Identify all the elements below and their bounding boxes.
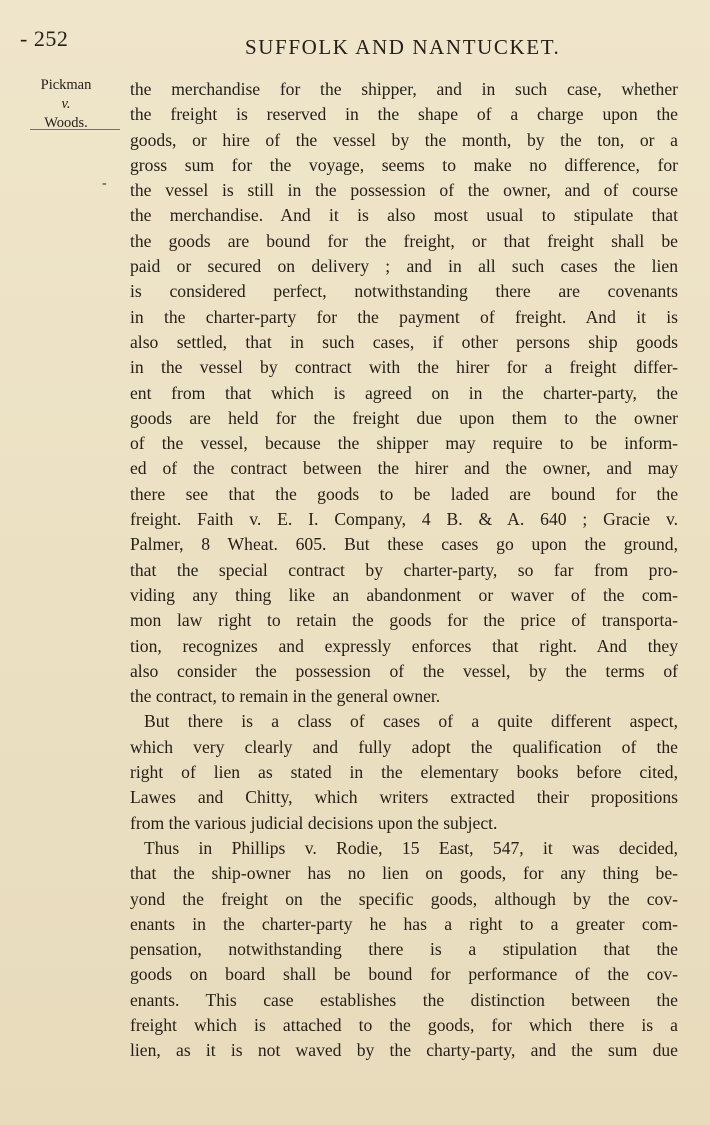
text-line: yond the freight on the specific goods, although by the cov- [130, 888, 678, 909]
text-line: goods on board shall be bound for performance of the cov- [130, 964, 678, 985]
text-line: viding any thing like an abandonment or waver of the com- [130, 584, 678, 605]
text-line: the merchandise for the shipper, and in such case, whether [130, 79, 678, 99]
text-line: in the charter-party for the payment of freight. And it is [130, 306, 678, 327]
text-line: paid or secured on delivery ; and in all such cases the lien [130, 256, 678, 277]
text-line: right of lien as stated in the elementary books before cited, [130, 762, 678, 783]
text-line: Lawes and Chitty, which writers extracted their propositions [130, 787, 678, 808]
stray-mark: - [102, 176, 107, 191]
text-line: enants in the charter-party he has a right to a greater com- [130, 913, 678, 934]
text-line: But there is a class of cases of a quite different aspect, [144, 711, 678, 732]
text-line: which very clearly and fully adopt the qualification of the [130, 736, 678, 757]
text-line: that the special contract by charter-party, so far from pro- [130, 559, 678, 580]
text-line: gross sum for the voyage, seems to make no difference, for [130, 154, 678, 175]
page-number-dash: - [20, 26, 34, 51]
text-line: ed of the contract between the hirer and the owner, and may [130, 458, 678, 479]
body-text [130, 77, 678, 1064]
text-line: the contract, to remain in the general owner. [130, 686, 441, 707]
margin-note-plaintiff: Pickman [40, 77, 92, 93]
text-line: in the vessel by contract with the hirer for a freight differ- [130, 357, 678, 378]
text-line: is considered perfect, notwithstanding there are covenants [130, 281, 678, 302]
page-number [20, 26, 68, 52]
text-line: goods are held for the freight due upon them to the owner [130, 407, 678, 428]
margin-rule [30, 129, 120, 130]
running-title: SUFFOLK AND NANTUCKET. [245, 35, 561, 59]
text-line: the merchandise. And it is also most usual to stipulate that [130, 205, 678, 226]
text-line: pensation, notwithstanding there is a stipulation that the [130, 939, 678, 960]
text-line: also settled, that in such cases, if other persons ship goods [130, 331, 678, 352]
text-line: the goods are bound for the freight, or that freight shall be [130, 230, 678, 251]
text-line: enants. This case establishes the distinction between the [130, 989, 678, 1010]
text-line: lien, as it is not waved by the charty-party, and the sum due [130, 1040, 678, 1061]
text-line: Palmer, 8 Wheat. 605. But these cases go upon the ground, [130, 534, 678, 555]
text-line: freight which is attached to the goods, for which there is a [130, 1014, 678, 1035]
page-number-value: 252 [33, 26, 69, 51]
text-line: ent from that which is agreed on in the charter-party, the [130, 382, 678, 403]
text-line: tion, recognizes and expressly enforces that right. And they [130, 635, 678, 656]
text-line: goods, or hire of the vessel by the month, by the ton, or a [130, 129, 678, 150]
text-line: from the various judicial decisions upon the subject. [130, 812, 498, 833]
margin-note-versus: v. [61, 96, 71, 112]
text-line: mon law right to retain the goods for the price of transporta- [130, 610, 678, 631]
text-line: also consider the possession of the vessel, by the terms of [130, 660, 678, 681]
margin-note-defendant: Woods. [44, 115, 88, 131]
text-line: freight. Faith v. E. I. Company, 4 B. & A. 640 ; Gracie v. [130, 509, 678, 530]
margin-note [30, 76, 102, 133]
text-line: Thus in Phillips v. Rodie, 15 East, 547, it was decided, [144, 837, 678, 858]
text-line: there see that the goods to be laded are bound for the [130, 483, 678, 504]
text-line: the vessel is still in the possession of the owner, and of course [130, 180, 678, 201]
text-line: the freight is reserved in the shape of a charge upon the [130, 104, 678, 125]
text-line: that the ship-owner has no lien on goods, for any thing be- [130, 863, 678, 884]
text-line: of the vessel, because the shipper may require to be inform- [130, 433, 678, 454]
